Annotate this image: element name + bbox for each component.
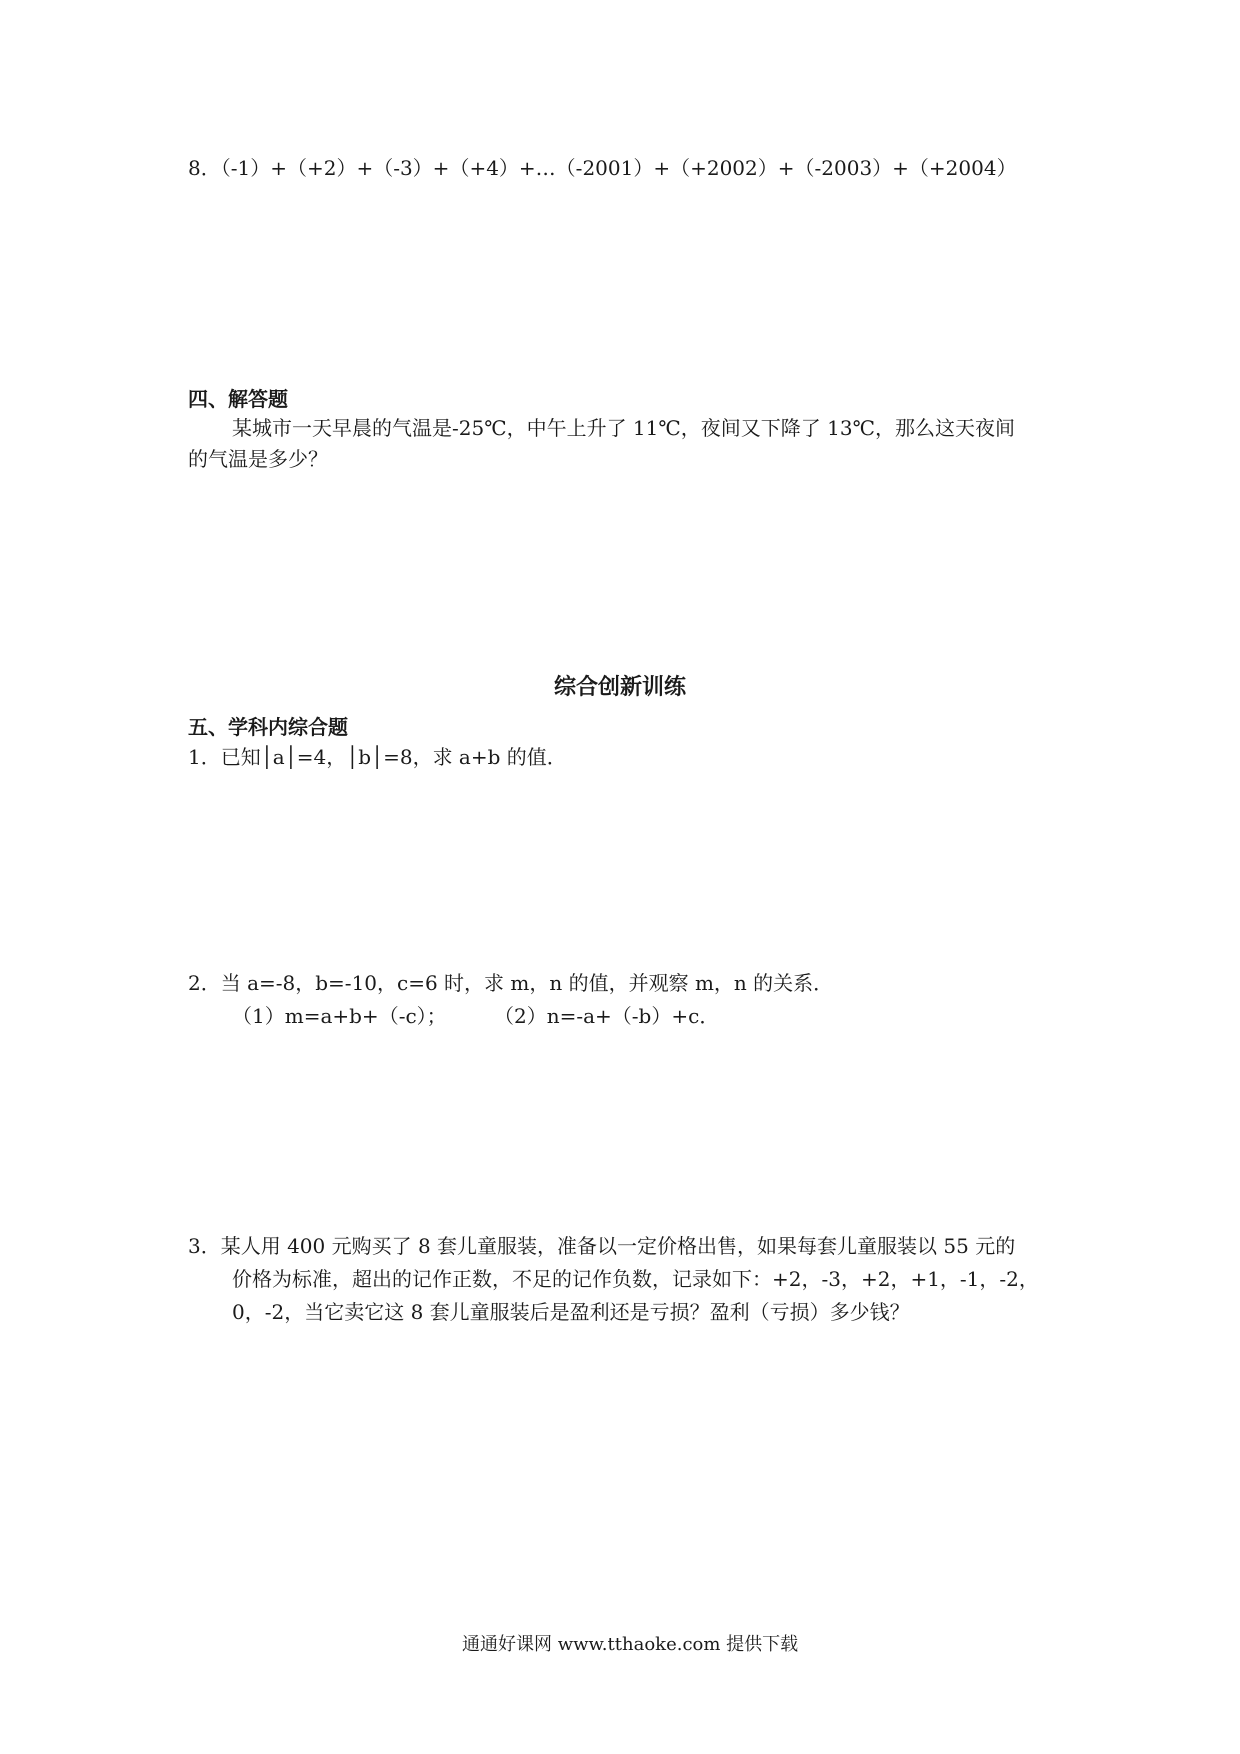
section-5-question-2-part-1: （1）m=a+b+（-c）； [232, 1004, 447, 1028]
section-5-question-3-line-3: 0，-2，当它卖它这 8 套儿童服装后是盈利还是亏损？盈利（亏损）多少钱？ [232, 1300, 910, 1324]
section-4-problem-line-1: 某城市一天早晨的气温是-25℃，中午上升了 11℃，夜间又下降了 13℃，那么这天夜间 [232, 416, 1015, 440]
section-4-problem-line-2: 的气温是多少？ [188, 447, 328, 471]
footer-credit: 通通好课网 www.tthaoke.com 提供下载 [462, 1634, 799, 1655]
training-title: 综合创新训练 [553, 675, 686, 700]
section-5-heading: 五、学科内综合题 [188, 715, 348, 739]
section-5-question-2: 2．当 a=-8，b=-10，c=6 时，求 m，n 的值，并观察 m，n 的关系． [188, 971, 834, 995]
section-5-question-3-line-1: 3．某人用 400 元购买了 8 套儿童服装，准备以一定价格出售，如果每套儿童服装以 55 元的 [188, 1234, 1016, 1258]
section-5-question-3-line-2: 价格为标准，超出的记作正数，不足的记作负数，记录如下：+2，-3，+2，+1，-1，-2， [232, 1267, 1039, 1291]
section-4-heading: 四、解答题 [188, 387, 288, 411]
question-8: 8．（-1）+（+2）+（-3）+（+4）+…（-2001）+（+2002）+（-2003）+（+2004） [188, 156, 1017, 180]
section-5-question-2-part-2: （2）n=-a+（-b）+c． [494, 1004, 720, 1028]
section-5-question-1: 1．已知│a│=4，│b│=8，求 a+b 的值． [188, 745, 567, 769]
